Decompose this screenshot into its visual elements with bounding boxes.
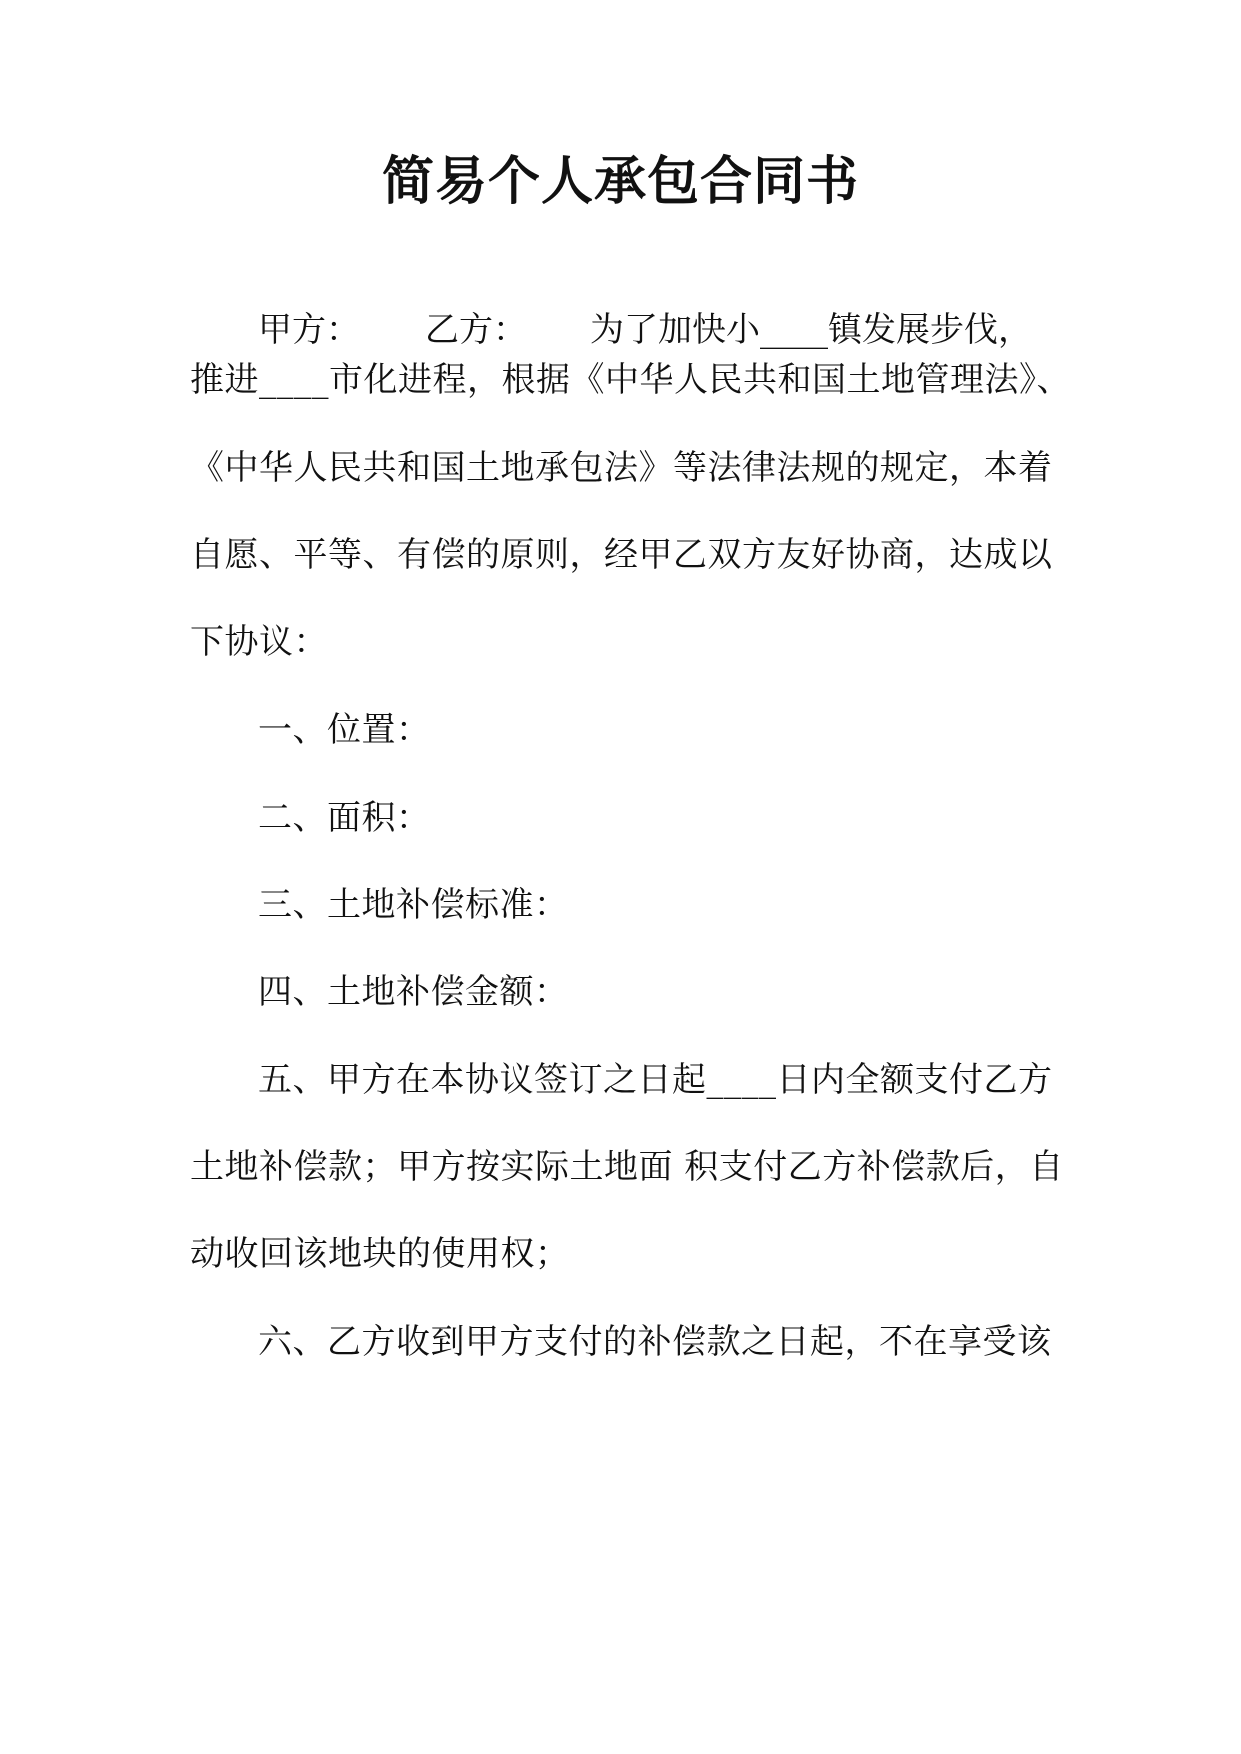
party-a-label: 甲方： xyxy=(258,310,360,350)
party-b-label: 乙方： xyxy=(425,310,527,350)
clause-1: 一、位置： xyxy=(258,710,431,750)
document-title: 简易个人承包合同书 xyxy=(381,151,859,212)
clause-3: 三、土地补偿标准： xyxy=(258,885,569,925)
clause-5-line-3: 动收回该地块的使用权； xyxy=(190,1234,570,1274)
clause-5-line-2: 土地补偿款；甲方按实际土地面 积支付乙方补偿款后，自 xyxy=(190,1147,1064,1187)
clause-5-line-1: 五、甲方在本协议签订之日起____日内全额支付乙方 xyxy=(258,1060,1053,1100)
intro-line-4: 自愿、平等、有偿的原则，经甲乙双方友好协商，达成以 xyxy=(190,535,1053,575)
intro-line-3: 《中华人民共和国土地承包法》等法律法规的规定，本着 xyxy=(190,448,1053,488)
intro-line-1: 为了加快小____镇发展步伐， xyxy=(590,310,1032,350)
clause-6-line-1: 六、乙方收到甲方支付的补偿款之日起，不在享受该 xyxy=(258,1322,1052,1362)
clause-2: 二、面积： xyxy=(258,798,431,838)
clause-4: 四、土地补偿金额： xyxy=(258,972,569,1012)
intro-line-5: 下协议： xyxy=(190,622,328,662)
intro-line-2: 推进____市化进程，根据《中华人民共和国土地管理法》、 xyxy=(190,360,1071,400)
